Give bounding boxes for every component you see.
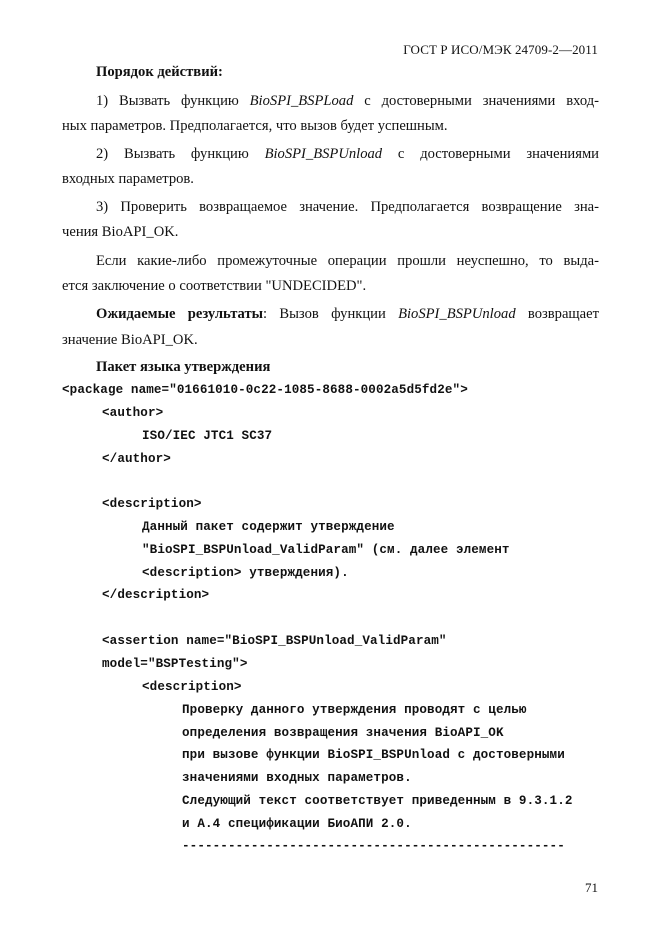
code-line: <description> xyxy=(102,497,202,511)
fail-para-line-2: ется заключение о соответствии "UNDECIDED". xyxy=(62,278,367,294)
step-1-line-1: 1) Вызвать функцию BioSPI_BSPLoad с достоверными значениями вход- xyxy=(96,93,599,109)
code-line: <description> xyxy=(142,680,242,694)
assertion-language-heading: Пакет языка утверждения xyxy=(96,359,271,375)
code-divider: -------------------------------------------------- xyxy=(182,839,565,853)
fail-para-line-1: Если какие-либо промежуточные операции прошли неуспешно, то выда- xyxy=(96,253,599,269)
code-line: Данный пакет содержит утверждение xyxy=(142,520,395,534)
code-line: model="BSPTesting"> xyxy=(102,657,248,671)
step-3-line-1: 3) Проверить возвращаемое значение. Предполагается возвращение зна- xyxy=(96,199,599,215)
code-line: </author> xyxy=(102,452,171,466)
code-line: значениями входных параметров. xyxy=(182,771,412,785)
code-line: при вызове функции BioSPI_BSPUnload с достоверными xyxy=(182,748,565,762)
expected-results-label: Ожидаемые результаты xyxy=(96,306,264,322)
procedure-heading: Порядок действий: xyxy=(96,64,223,80)
code-line: и А.4 спецификации БиоАПИ 2.0. xyxy=(182,817,412,831)
page-number: 71 xyxy=(585,880,598,895)
function-name: BioSPI_BSPUnload xyxy=(264,146,383,162)
step-2-line-2: входных параметров. xyxy=(62,171,194,187)
expected-results-line-1: Ожидаемые результаты: Вызов функции BioSPI_BSPUnload возвращает xyxy=(96,306,599,322)
function-name: BioSPI_BSPUnload xyxy=(398,306,516,322)
code-line: определения возвращения значения BioAPI_OK xyxy=(182,726,504,740)
step-3-line-2: чения BioAPI_OK. xyxy=(62,224,179,240)
step-2-line-1: 2) Вызвать функцию BioSPI_BSPUnload с достоверными значениями xyxy=(96,146,599,162)
code-line: Проверку данного утверждения проводят с целью xyxy=(182,703,527,717)
function-name: BioSPI_BSPLoad xyxy=(249,93,354,109)
code-line: ISO/IEC JTC1 SC37 xyxy=(142,429,273,443)
step-1-line-2: ных параметров. Предполагается, что вызов будет успешным. xyxy=(62,118,448,134)
code-line: <package name="01661010-0c22-1085-8688-0002a5d5fd2e"> xyxy=(62,383,468,397)
code-line: <author> xyxy=(102,406,164,420)
code-line: </description> xyxy=(102,588,210,602)
expected-results-line-2: значение BioAPI_OK. xyxy=(62,332,198,348)
code-line: Следующий текст соответствует приведенным в 9.3.1.2 xyxy=(182,794,573,808)
code-line: <description> утверждения). xyxy=(142,566,349,580)
document-header: ГОСТ Р ИСО/МЭК 24709-2—2011 xyxy=(403,42,598,57)
code-line: <assertion name="BioSPI_BSPUnload_ValidParam" xyxy=(102,634,447,648)
code-line: "BioSPI_BSPUnload_ValidParam" (см. далее элемент xyxy=(142,543,510,557)
